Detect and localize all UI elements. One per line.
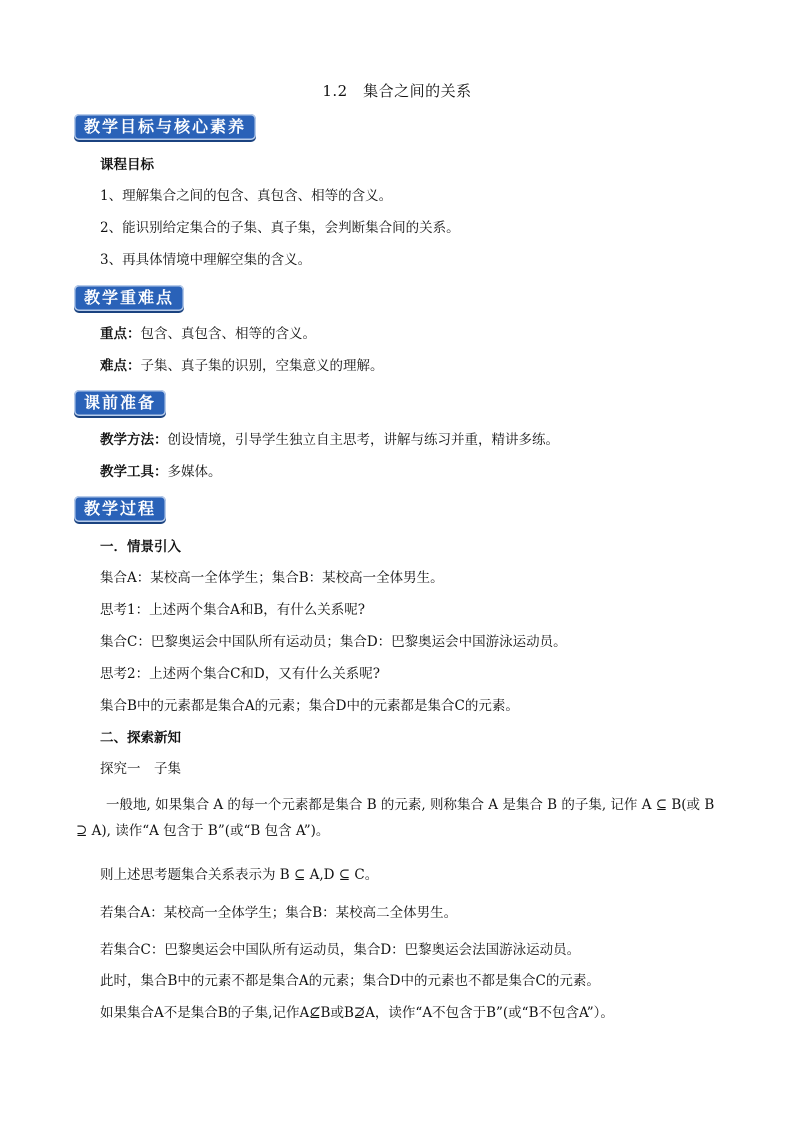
section-banner-key-points: 教学重难点	[74, 285, 184, 311]
process-paragraph: 集合C：巴黎奥运会中国队所有运动员；集合D：巴黎奥运会中国游泳运动员。	[100, 634, 567, 650]
process-paragraph: 则上述思考题集合关系表示为 B ⊆ A,D ⊆ C。	[100, 867, 379, 883]
goal-item-2: 2、能识别给定集合的子集、真子集，会判断集合间的关系。	[100, 220, 460, 236]
subset-definition: 一般地, 如果集合 A 的每一个元素都是集合 B 的元素, 则称集合 A 是集合 B 的子集, 记作 A ⊆ B(或 B ⊇ A), 读作“A 包含于 B”(或“B 包含 A”)。	[76, 797, 715, 839]
teaching-tool-text: 多媒体。	[167, 464, 222, 480]
process-paragraph: 集合A：某校高一全体学生；集合B：某校高一全体男生。	[100, 570, 444, 586]
process-paragraph: 如果集合A不是集合B的子集,记作A⊈B或B⊉A，读作“A不包含于B”(或“B不包含A”）。	[100, 1005, 614, 1021]
goal-item-1: 1、理解集合之间的包含、真包含、相等的含义。	[100, 188, 393, 204]
goals-heading: 课程目标	[100, 157, 154, 173]
difficult-point-line	[100, 357, 384, 375]
part2-heading: 二、探索新知	[100, 730, 181, 746]
teaching-tool-line	[100, 463, 222, 481]
process-paragraph: 若集合A：某校高一全体学生；集合B：某校高二全体男生。	[100, 905, 458, 921]
key-point-text: 包含、真包含、相等的含义。	[140, 326, 316, 342]
difficult-point-label: 难点：	[100, 358, 141, 374]
teaching-tool-label: 教学工具：	[100, 464, 168, 480]
section-banner-goals: 教学目标与核心素养	[74, 114, 256, 140]
page-title: 1.2 集合之间的关系	[322, 82, 472, 100]
process-paragraph: 思考1：上述两个集合A和B，有什么关系呢?	[100, 602, 365, 618]
teaching-method-label: 教学方法：	[100, 432, 168, 448]
process-paragraph: 此时，集合B中的元素不都是集合A的元素；集合D中的元素也不都是集合C的元素。	[100, 973, 600, 989]
teaching-method-line	[100, 431, 559, 449]
key-point-line	[100, 325, 316, 343]
process-paragraph: 思考2：上述两个集合C和D，又有什么关系呢?	[100, 666, 380, 682]
teaching-method-text: 创设情境，引导学生独立自主思考，讲解与练习并重，精讲多练。	[167, 432, 559, 448]
section-banner-prep: 课前准备	[74, 390, 166, 416]
goal-item-3: 3、再具体情境中理解空集的含义。	[100, 252, 312, 268]
explore-one-heading: 探究一 子集	[100, 761, 181, 777]
difficult-point-text: 子集、真子集的识别，空集意义的理解。	[140, 358, 384, 374]
process-paragraph: 集合B中的元素都是集合A的元素；集合D中的元素都是集合C的元素。	[100, 698, 519, 714]
key-point-label: 重点：	[100, 326, 141, 342]
part1-heading: 一．情景引入	[100, 539, 181, 555]
process-paragraph: 若集合C：巴黎奥运会中国队所有运动员，集合D：巴黎奥运会法国游泳运动员。	[100, 942, 581, 958]
section-banner-process: 教学过程	[74, 496, 166, 522]
